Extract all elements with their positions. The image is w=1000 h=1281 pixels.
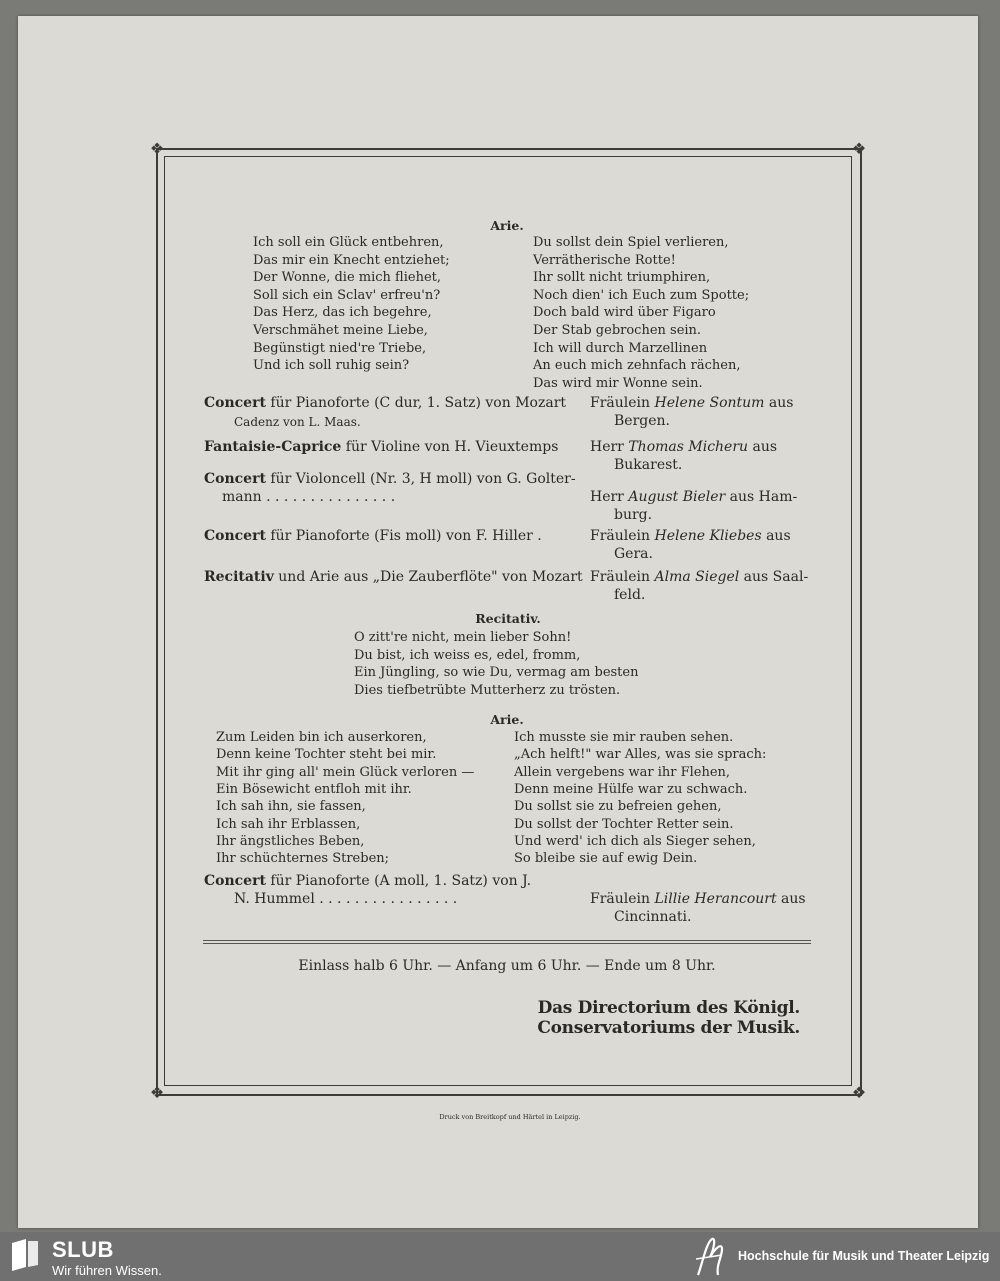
- program-item-title: [204, 394, 566, 412]
- verse-line: Du sollst dein Spiel verlieren,: [533, 235, 729, 250]
- verse-line: Ein Bösewicht entfloh mit ihr.: [216, 781, 412, 797]
- verse-line: Das wird mir Wonne sein.: [533, 375, 703, 391]
- hmt-name[interactable]: Hochschule für Musik und Theater Leipzig: [738, 1249, 990, 1263]
- performer-title: Fräulein: [590, 569, 655, 585]
- verse-line: Denn keine Tochter steht bei mir.: [216, 747, 437, 763]
- performer: [590, 394, 793, 412]
- verse-line: „Ach helft!" war Alles, was sie sprach:: [514, 747, 767, 763]
- verse-line: Allein vergebens war ihr Flehen,: [514, 764, 731, 780]
- performer-origin: aus Ham-: [725, 489, 798, 505]
- performer-origin-line2: feld.: [614, 587, 646, 603]
- program-item-title-line2: N. Hummel . . . . . . . . . . . . . . . .: [234, 891, 458, 907]
- performer-origin-line2: Cincinnati.: [614, 909, 692, 925]
- program-item-title-line2: Cadenz von L. Maas.: [234, 415, 361, 429]
- performer-origin: aus Saal-: [739, 569, 809, 585]
- work-description: und Arie aus „Die Zauberflöte" von Mozart: [273, 569, 583, 585]
- printer-note: Druck von Breitkopf und Härtel in Leipzig.: [439, 1113, 581, 1121]
- recitativ-heading: Recitativ.: [475, 611, 541, 626]
- performer-origin-line2: Bukarest.: [614, 457, 683, 473]
- performer-title: Fräulein: [590, 891, 655, 907]
- program-item-title: [204, 568, 583, 586]
- performer: [590, 568, 808, 586]
- work-type: Fantaisie-Caprice: [204, 439, 342, 455]
- work-description: für Violine von H. Vieuxtemps: [341, 439, 559, 455]
- performer-origin: aus: [748, 439, 778, 455]
- einlass-line: Einlass halb 6 Uhr. — Anfang um 6 Uhr. — Ende um 8 Uhr.: [298, 958, 716, 974]
- performer: [590, 890, 806, 908]
- work-description: für Pianoforte (A moll, 1. Satz) von J.: [265, 873, 532, 889]
- program-item-title: [204, 527, 542, 545]
- performer-origin-line2: Gera.: [614, 546, 653, 562]
- verse-line: Und ich soll ruhig sein?: [253, 358, 410, 374]
- verse-line: Mit ihr ging all' mein Glück verloren —: [216, 764, 475, 780]
- performer: [590, 488, 797, 506]
- verse-line: Ihr sollt nicht triumphiren,: [533, 270, 711, 286]
- ornament-corner-icon: ❖: [149, 139, 165, 158]
- verse-line: An euch mich zehnfach rächen,: [533, 358, 741, 374]
- performer-name: Alma Siegel: [654, 569, 740, 585]
- verse-line: Der Stab gebrochen sein.: [533, 323, 702, 338]
- verse-line: Du sollst der Tochter Retter sein.: [514, 816, 734, 832]
- work-description: für Pianoforte (Fis moll) von F. Hiller .: [265, 528, 542, 544]
- performer: [590, 438, 777, 456]
- work-type: Recitativ: [204, 569, 274, 585]
- work-type: Concert: [204, 873, 266, 889]
- work-type: Concert: [204, 395, 266, 411]
- verse-line: Du sollst sie zu befreien gehen,: [514, 799, 722, 815]
- performer-origin-line2: Bergen.: [614, 413, 670, 429]
- verse-line: Ich sah ihn, sie fassen,: [216, 799, 366, 815]
- work-type: Concert: [204, 471, 266, 487]
- slub-tagline: Wir führen Wissen.: [52, 1263, 162, 1278]
- ornament-corner-icon: ❖: [851, 1083, 867, 1102]
- verse-line: Ich musste sie mir rauben sehen.: [514, 730, 734, 745]
- work-description: für Pianoforte (C dur, 1. Satz) von Mozart: [265, 395, 567, 411]
- verse-line: Und werd' ich dich als Sieger sehen,: [514, 833, 756, 849]
- slub-logo-icon[interactable]: [10, 1237, 40, 1271]
- arie-heading: Arie.: [490, 712, 524, 727]
- verse-line: Dies tiefbetrübte Mutterherz zu trösten.: [354, 682, 621, 698]
- verse-line: Ihr ängstliches Beben,: [216, 833, 365, 849]
- slub-name[interactable]: SLUB: [52, 1237, 114, 1262]
- verse-line: Ich sah ihr Erblassen,: [216, 816, 361, 832]
- viewer-footer: [0, 1232, 1000, 1281]
- verse-line: Noch dien' ich Euch zum Spotte;: [533, 287, 750, 303]
- verse-line: Zum Leiden bin ich auserkoren,: [216, 730, 427, 745]
- performer-title: Herr: [590, 439, 629, 455]
- verse-line: Ich soll ein Glück entbehren,: [253, 235, 444, 250]
- work-description: für Violoncell (Nr. 3, H moll) von G. Golter-: [265, 471, 576, 487]
- ornament-corner-icon: ❖: [149, 1083, 165, 1102]
- performer-title: Fräulein: [590, 395, 655, 411]
- directorium-signature: Das Directorium des Königl. Conservatoriums der Musik.: [537, 998, 800, 1038]
- verse-line: So bleibe sie auf ewig Dein.: [514, 851, 698, 867]
- verse-line: Begünstigt nied're Triebe,: [253, 340, 427, 356]
- performer-title: Fräulein: [590, 528, 655, 544]
- verse-line: Der Wonne, die mich fliehet,: [253, 270, 441, 286]
- performer-name: August Bieler: [628, 489, 726, 505]
- verse-line: Denn meine Hülfe war zu schwach.: [514, 781, 748, 797]
- program-item-title-line2: mann . . . . . . . . . . . . . . .: [222, 489, 396, 505]
- verse-line: Das Herz, das ich begehre,: [253, 305, 432, 321]
- verse-line: Du bist, ich weiss es, edel, fromm,: [354, 647, 581, 663]
- program-item-title: [204, 438, 558, 456]
- verse-line: Das mir ein Knecht entziehet;: [253, 252, 450, 268]
- verse-line: Doch bald wird über Figaro: [533, 305, 716, 321]
- verse-line: Ich will durch Marzellinen: [533, 340, 708, 356]
- performer-name: Helene Kliebes: [654, 528, 762, 544]
- performer: [590, 527, 791, 545]
- work-type: Concert: [204, 528, 266, 544]
- verse-line: O zitt're nicht, mein lieber Sohn!: [354, 630, 572, 645]
- divider: [203, 940, 811, 941]
- ornament-corner-icon: ❖: [851, 139, 867, 158]
- performer-origin-line2: burg.: [614, 507, 653, 523]
- verse-line: Verrätherische Rotte!: [533, 252, 676, 268]
- program-item-title: [204, 872, 531, 890]
- performer-name: Helene Sontum: [654, 395, 765, 411]
- performer-origin: aus: [761, 528, 791, 544]
- hmt-logo-icon[interactable]: [692, 1235, 728, 1279]
- performer-origin: aus: [764, 395, 794, 411]
- verse-line: Verschmähet meine Liebe,: [253, 323, 428, 338]
- performer-name: Thomas Micheru: [628, 439, 749, 455]
- performer-title: Herr: [590, 489, 629, 505]
- performer-origin: aus: [776, 891, 806, 907]
- divider: [203, 943, 811, 944]
- performer-name: Lillie Herancourt: [654, 891, 777, 907]
- verse-line: Ein Jüngling, so wie Du, vermag am besten: [354, 665, 639, 680]
- verse-line: Ihr schüchternes Streben;: [216, 851, 390, 867]
- verse-line: Soll sich ein Sclav' erfreu'n?: [253, 287, 441, 303]
- program-item-title: [204, 470, 576, 488]
- arie-heading: Arie.: [490, 218, 524, 233]
